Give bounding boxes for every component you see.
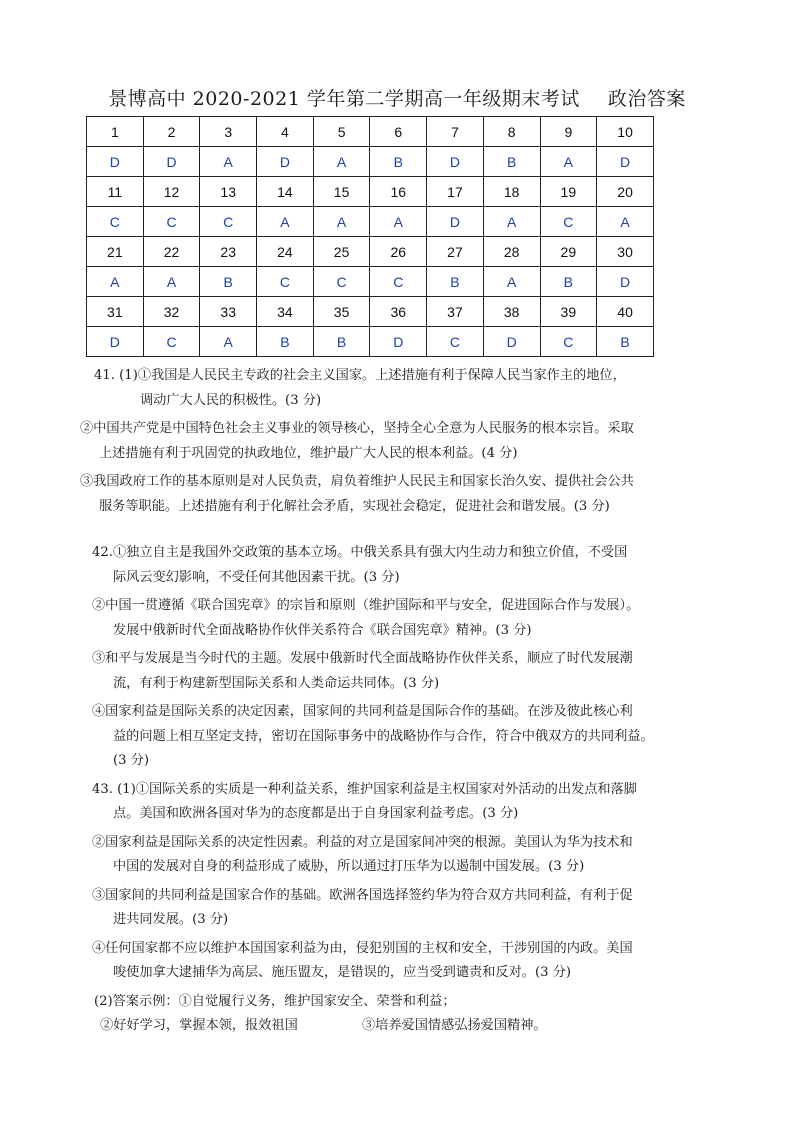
answer-letter-cell: B xyxy=(427,267,484,297)
question-number-cell: 27 xyxy=(427,237,484,267)
text-line: 发展中俄新时代全面战略协作伙伴关系符合《联合国宪章》精神。(3 分) xyxy=(113,622,532,638)
answer-letter-cell: B xyxy=(483,147,540,177)
text-line: ②中国一贯遵循《联合国宪章》的宗旨和原则（维护国际和平与安全，促进国际合作与发展）。 xyxy=(92,598,640,613)
question-number-cell: 37 xyxy=(427,297,484,327)
text-line: 上述措施有利于巩固党的执政地位，维护最广大人民的根本利益。(4 分) xyxy=(99,445,518,461)
text-line: ②好好学习，掌握本领，报效祖国 xyxy=(100,1018,298,1033)
answer-letter-cell: B xyxy=(540,267,597,297)
answer-letter-cell: A xyxy=(200,327,257,357)
question-number-cell: 38 xyxy=(483,297,540,327)
answer-letter-row xyxy=(87,327,654,357)
question-number-cell: 8 xyxy=(483,117,540,147)
text-line: 中国的发展对自身的利益形成了威胁，所以通过打压华为以遏制中国发展。(3 分) xyxy=(113,859,585,874)
question-number-cell: 35 xyxy=(313,297,370,327)
question-number-row xyxy=(87,177,654,207)
q43-item-1 xyxy=(80,778,680,827)
question-number-cell: 15 xyxy=(313,177,370,207)
question-number-cell: 14 xyxy=(257,177,314,207)
question-number-cell: 12 xyxy=(143,177,200,207)
answer-letter-cell: B xyxy=(200,267,257,297)
question-number-cell: 32 xyxy=(143,297,200,327)
text-line: 益的问题上相互坚定支持，密切在国际事务中的战略协作与合作，符合中俄双方的共同利益。 xyxy=(113,728,654,744)
question-number-cell: 4 xyxy=(257,117,314,147)
text-line: 流，有利于构建新型国际关系和人类命运共同体。(3 分) xyxy=(113,675,440,691)
text-line: ③和平与发展是当今时代的主题。发展中俄新时代全面战略协作伙伴关系，顺应了时代发展潮 xyxy=(92,651,633,666)
answer-letter-cell: D xyxy=(427,147,484,177)
answer-letter-cell: C xyxy=(200,207,257,237)
q42-item-4 xyxy=(80,700,680,774)
text-line: 唆使加拿大逮捕华为高层、施压盟友，是错误的，应当受到谴责和反对。(3 分) xyxy=(113,965,572,980)
question-number-cell: 30 xyxy=(597,237,654,267)
q43-item-4 xyxy=(80,937,680,986)
question-number-cell: 19 xyxy=(540,177,597,207)
answer-letter-cell: D xyxy=(427,207,484,237)
answer-letter-cell: A xyxy=(313,147,370,177)
question-number-cell: 33 xyxy=(200,297,257,327)
question-number-cell: 6 xyxy=(370,117,427,147)
question-number-cell: 24 xyxy=(257,237,314,267)
answer-letter-cell: C xyxy=(540,207,597,237)
answer-letter-cell: D xyxy=(483,327,540,357)
question-number-cell: 29 xyxy=(540,237,597,267)
answer-letter-cell: A xyxy=(200,147,257,177)
question-number-cell: 11 xyxy=(87,177,144,207)
text-line: ③培养爱国情感弘扬爱国精神。 xyxy=(362,1018,547,1033)
answer-letter-cell: C xyxy=(313,267,370,297)
question-number-cell: 22 xyxy=(143,237,200,267)
answer-letter-cell: D xyxy=(370,327,427,357)
question-number-cell: 39 xyxy=(540,297,597,327)
q42-item-3 xyxy=(80,647,680,696)
question-number-cell: 40 xyxy=(597,297,654,327)
answer-letter-cell: C xyxy=(87,207,144,237)
answer-body xyxy=(80,364,680,1039)
answer-letter-cell: D xyxy=(257,147,314,177)
answer-letter-row xyxy=(87,267,654,297)
q43-item-2 xyxy=(80,831,680,880)
question-number-cell: 17 xyxy=(427,177,484,207)
text-line: (3 分) xyxy=(113,753,150,768)
question-number-cell: 9 xyxy=(540,117,597,147)
answer-letter-cell: C xyxy=(143,327,200,357)
q42-item-1 xyxy=(80,541,680,590)
answer-letter-cell: B xyxy=(370,147,427,177)
answer-letter-cell: D xyxy=(597,147,654,177)
text-line: 调动广大人民的积极性。(3 分) xyxy=(140,392,322,408)
text-line: ④任何国家都不应以维护本国国家利益为由，侵犯别国的主权和安全，干涉别国的内政。美国 xyxy=(92,940,633,956)
answer-letter-cell: A xyxy=(87,267,144,297)
text-line: ②中国共产党是中国特色社会主义事业的领导核心，坚持全心全意为人民服务的根本宗旨。采取 xyxy=(80,421,634,436)
title-main: 景博高中 2020-2021 学年第二学期高一年级期末考试 xyxy=(108,88,580,110)
question-number-cell: 20 xyxy=(597,177,654,207)
answer-letter-cell: C xyxy=(143,207,200,237)
answer-letter-row xyxy=(87,147,654,177)
text-line: ③国家间的共同利益是国家合作的基础。欧洲各国选择签约华为符合双方共同利益，有利于促 xyxy=(92,887,633,903)
question-number-row xyxy=(87,297,654,327)
q43-item-3 xyxy=(80,884,680,933)
text-line: ④国家利益是国际关系的决定因素，国家间的共同利益是国际合作的基础。在涉及彼此核心利 xyxy=(92,704,633,719)
text-line: ③我国政府工作的基本原则是对人民负责，肩负着维护人民民主和国家长治久安、提供社会公共 xyxy=(80,474,634,489)
text-line: 进共同发展。(3 分) xyxy=(113,912,229,927)
text-line: 际风云变幻影响，不受任何其他因素干扰。(3 分) xyxy=(113,569,400,585)
answer-letter-cell: A xyxy=(257,207,314,237)
question-number-cell: 21 xyxy=(87,237,144,267)
title-sub: 政治答案 xyxy=(607,88,686,110)
answer-letter-cell: A xyxy=(370,207,427,237)
question-number-cell: 16 xyxy=(370,177,427,207)
answer-letter-cell: C xyxy=(370,267,427,297)
text-line: 服务等职能。上述措施有利于化解社会矛盾，实现社会稳定，促进社会和谐发展。(3 分) xyxy=(99,498,610,514)
q41-item-2 xyxy=(80,417,680,466)
text-line: 43. (1)①国际关系的实质是一种利益关系，维护国家利益是主权国家对外活动的出发点和落脚 xyxy=(92,781,637,797)
question-number-cell: 1 xyxy=(87,117,144,147)
question-number-cell: 28 xyxy=(483,237,540,267)
answer-letter-cell: A xyxy=(597,207,654,237)
question-number-cell: 18 xyxy=(483,177,540,207)
question-number-cell: 31 xyxy=(87,297,144,327)
question-number-cell: 2 xyxy=(143,117,200,147)
answer-letter-cell: D xyxy=(87,327,144,357)
answer-letter-cell: D xyxy=(143,147,200,177)
question-number-cell: 3 xyxy=(200,117,257,147)
text-line: 42.①独立自主是我国外交政策的基本立场。中俄关系具有强大内生动力和独立价值，不受国 xyxy=(92,545,628,560)
answer-letter-cell: D xyxy=(87,147,144,177)
text-line: ②国家利益是国际关系的决定性因素。利益的对立是国家间冲突的根源。美国认为华为技术和 xyxy=(92,834,633,850)
text-line: 点。美国和欧洲各国对华为的态度都是出于自身国家利益考虑。(3 分) xyxy=(113,806,519,821)
q42-item-2 xyxy=(80,594,680,643)
answer-letter-row xyxy=(87,207,654,237)
answer-letter-cell: D xyxy=(597,267,654,297)
question-number-cell: 23 xyxy=(200,237,257,267)
q41-item-1 xyxy=(80,364,680,413)
question-number-cell: 13 xyxy=(200,177,257,207)
answer-letter-cell: A xyxy=(313,207,370,237)
q43-item-5 xyxy=(80,990,680,1039)
answer-letter-cell: C xyxy=(257,267,314,297)
page-title xyxy=(0,84,794,111)
answer-letter-cell: B xyxy=(597,327,654,357)
answer-letter-cell: A xyxy=(483,207,540,237)
q41-item-3 xyxy=(80,470,680,519)
question-number-cell: 7 xyxy=(427,117,484,147)
question-number-cell: 26 xyxy=(370,237,427,267)
text-line: (2)答案示例：①自觉履行义务，维护国家安全、荣誉和利益； xyxy=(94,993,456,1009)
answer-letter-cell: C xyxy=(427,327,484,357)
question-number-cell: 5 xyxy=(313,117,370,147)
question-number-cell: 34 xyxy=(257,297,314,327)
answer-letter-cell: B xyxy=(313,327,370,357)
question-number-cell: 25 xyxy=(313,237,370,267)
answer-table xyxy=(86,116,654,357)
question-number-cell: 36 xyxy=(370,297,427,327)
answer-letter-cell: C xyxy=(540,327,597,357)
answer-letter-cell: B xyxy=(257,327,314,357)
answer-letter-cell: A xyxy=(483,267,540,297)
question-number-row xyxy=(87,117,654,147)
text-line: 41. (1)①我国是人民民主专政的社会主义国家。上述措施有利于保障人民当家作主的地位， xyxy=(94,368,626,383)
answer-letter-cell: A xyxy=(540,147,597,177)
question-number-cell: 10 xyxy=(597,117,654,147)
answer-letter-cell: A xyxy=(143,267,200,297)
question-number-row xyxy=(87,237,654,267)
